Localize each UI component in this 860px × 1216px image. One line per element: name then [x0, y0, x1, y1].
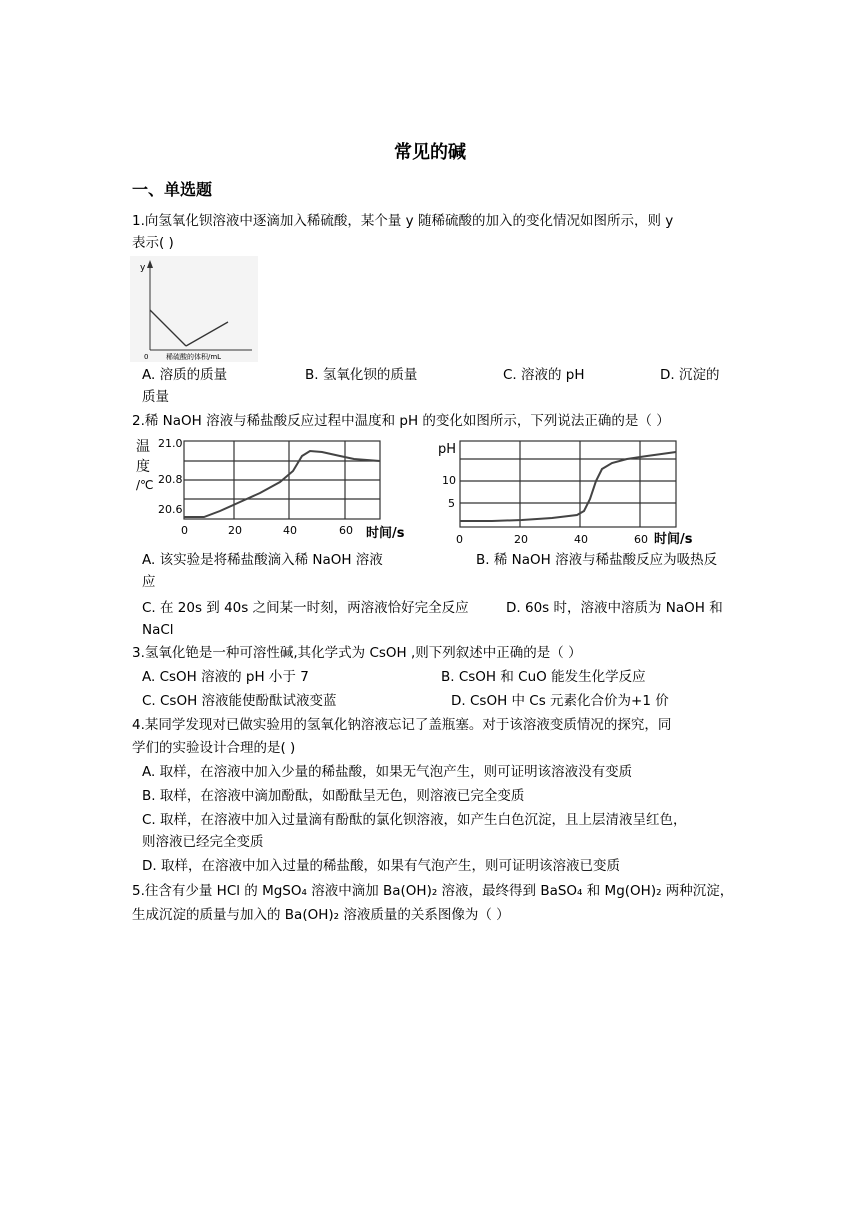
q1-option-a[interactable]: A. 溶质的质量 — [142, 367, 228, 383]
q4-option-c[interactable]: C. 取样，在溶液中加入过量滴有酚酞的氯化钡溶液，如产生白色沉淀，且上层清液呈红色， — [142, 812, 687, 828]
temp-xtick-0: 0 — [181, 524, 188, 537]
q1-stem-line1: 1.向氢氧化钡溶液中逐滴加入稀硫酸，某个量 y 随稀硫酸的加入的变化情况如图所示，则 y — [132, 213, 674, 229]
ph-xtick-20: 20 — [514, 533, 528, 546]
section-heading: 一、单选题 — [132, 180, 213, 199]
q2-option-b[interactable]: B. 稀 NaOH 溶液与稀盐酸反应为吸热反 — [476, 552, 718, 568]
ph-ytick-5: 5 — [448, 497, 455, 510]
q1-x-label: 稀硫酸的体积/mL — [166, 353, 222, 361]
q3-stem: 3.氢氧化铯是一种可溶性碱,其化学式为 CsOH ,则下列叙述中正确的是（ ） — [132, 645, 582, 661]
ph-xtick-0: 0 — [456, 533, 463, 546]
temp-ytick-21.0: 21.0 — [158, 437, 183, 450]
q3-option-c[interactable]: C. CsOH 溶液能使酚酞试液变蓝 — [142, 693, 337, 709]
q2-option-c[interactable]: C. 在 20s 到 40s 之间某一时刻，两溶液恰好完全反应 — [142, 600, 469, 616]
q1-origin-label: 0 — [144, 353, 149, 361]
q4-option-a[interactable]: A. 取样，在溶液中加入少量的稀盐酸，如果无气泡产生，则可证明该溶液没有变质 — [142, 764, 633, 780]
ph-plot-frame — [460, 441, 676, 527]
q4-option-d[interactable]: D. 取样，在溶液中加入过量的稀盐酸，如果有气泡产生，则可证明该溶液已变质 — [142, 858, 620, 874]
q4-stem-line1: 4.某同学发现对已做实验用的氢氧化钠溶液忘记了盖瓶塞。对于该溶液变质情况的探究，同 — [132, 717, 672, 733]
temp-xtick-60: 60 — [339, 524, 353, 537]
q2-option-a[interactable]: A. 该实验是将稀盐酸滴入稀 NaOH 溶液 — [142, 552, 383, 568]
temp-ylabel-1: 温 — [136, 439, 150, 455]
q1-option-c[interactable]: C. 溶液的 pH — [503, 367, 585, 383]
ph-xtick-40: 40 — [574, 533, 588, 546]
ph-xtick-60: 60 — [634, 533, 648, 546]
q1-y-label: y — [140, 263, 146, 273]
q5-stem-line2: 生成沉淀的质量与加入的 Ba(OH)₂ 溶液质量的关系图像为（ ） — [132, 907, 510, 923]
q1-stem-line2: 表示( ) — [132, 235, 174, 251]
q3-option-a[interactable]: A. CsOH 溶液的 pH 小于 7 — [142, 669, 309, 685]
temp-xtick-40: 40 — [283, 524, 297, 537]
q1-figure-background — [130, 256, 258, 362]
q2-option-d[interactable]: D. 60s 时，溶液中溶质为 NaOH 和 — [506, 600, 723, 616]
temp-ytick-20.6: 20.6 — [158, 503, 183, 516]
q1-option-d-continued: 质量 — [142, 389, 169, 405]
temp-ytick-20.8: 20.8 — [158, 473, 183, 486]
q5-stem-line1: 5.往含有少量 HCl 的 MgSO₄ 溶液中滴加 Ba(OH)₂ 溶液，最终得到 BaSO₄ 和 Mg(OH)₂ 两种沉淀， — [132, 883, 734, 899]
ph-ylabel: pH — [438, 442, 457, 457]
temp-ylabel-3: /℃ — [136, 478, 154, 492]
temp-xtick-20: 20 — [228, 524, 242, 537]
q2-ph-chart — [432, 433, 702, 549]
q2-temperature-chart — [130, 433, 420, 549]
ph-ytick-10: 10 — [442, 474, 456, 487]
q4-option-b[interactable]: B. 取样，在溶液中滴加酚酞，如酚酞呈无色，则溶液已完全变质 — [142, 788, 525, 804]
q2-option-d-continued: NaCl — [142, 622, 174, 638]
q1-figure — [130, 256, 258, 362]
document-title: 常见的碱 — [394, 142, 466, 163]
ph-xlabel: 时间/s — [654, 532, 693, 547]
q2-stem: 2.稀 NaOH 溶液与稀盐酸反应过程中温度和 pH 的变化如图所示，下列说法正确的是（ ） — [132, 413, 670, 429]
q4-option-c-continued: 则溶液已经完全变质 — [142, 834, 264, 850]
temp-xlabel: 时间/s — [366, 526, 405, 541]
q1-option-d[interactable]: D. 沉淀的 — [660, 367, 720, 383]
temp-ylabel-2: 度 — [136, 459, 150, 475]
q4-stem-line2: 学们的实验设计合理的是( ) — [132, 740, 296, 756]
q2-option-b-continued: 应 — [142, 574, 156, 590]
q3-option-d[interactable]: D. CsOH 中 Cs 元素化合价为+1 价 — [451, 693, 669, 709]
ph-curve — [460, 452, 676, 521]
q3-option-b[interactable]: B. CsOH 和 CuO 能发生化学反应 — [441, 669, 646, 685]
q1-option-b[interactable]: B. 氢氧化钡的质量 — [305, 367, 418, 383]
